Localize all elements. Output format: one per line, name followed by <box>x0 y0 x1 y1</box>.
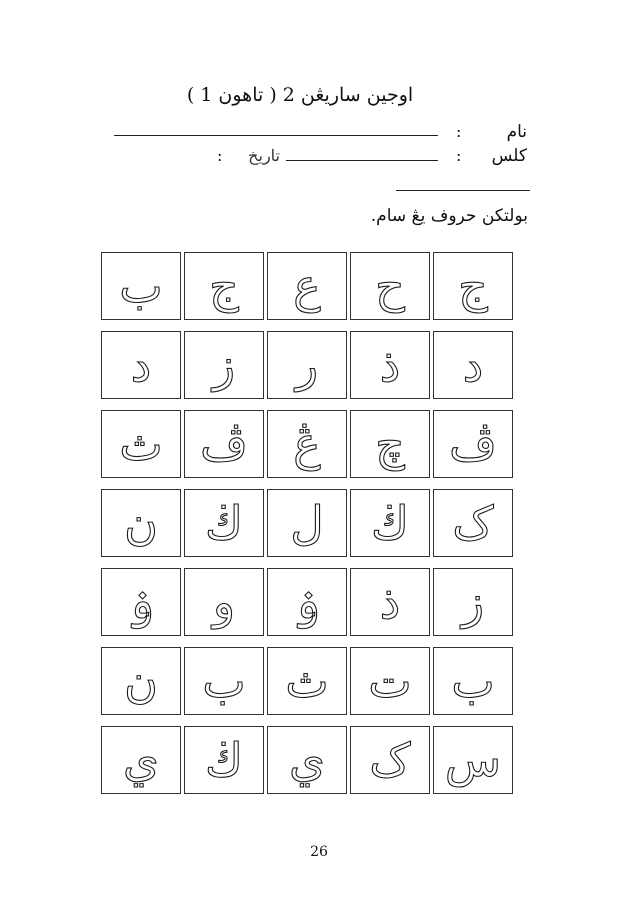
letter-cell[interactable] <box>350 568 430 636</box>
letter-cell[interactable] <box>267 726 347 794</box>
letter-cell[interactable] <box>101 568 181 636</box>
letter-cell[interactable] <box>433 331 513 399</box>
outlined-letter: ح <box>375 259 405 313</box>
letter-cell[interactable] <box>184 331 264 399</box>
outlined-letter: ڬ <box>205 733 243 787</box>
letter-cell[interactable] <box>433 568 513 636</box>
letter-grid <box>101 252 513 794</box>
date-colon: : <box>217 146 223 165</box>
outlined-letter: ذ <box>379 575 401 629</box>
name-label: نام <box>506 122 527 142</box>
outlined-letter: ر <box>295 338 319 392</box>
letter-cell[interactable] <box>101 489 181 557</box>
letter-cell[interactable] <box>350 647 430 715</box>
letter-cell[interactable] <box>184 647 264 715</box>
outlined-letter: د <box>462 338 484 392</box>
letter-cell[interactable] <box>350 410 430 478</box>
letter-cell[interactable] <box>433 410 513 478</box>
letter-cell[interactable] <box>267 647 347 715</box>
letter-cell[interactable] <box>433 252 513 320</box>
page-number: 26 <box>310 844 328 860</box>
letter-cell[interactable] <box>101 331 181 399</box>
instruction-text: بولتكن حروف يڠ سام. <box>370 206 528 226</box>
outlined-letter: ڬ <box>371 496 409 550</box>
outlined-letter: ن <box>124 496 158 550</box>
letter-cell[interactable] <box>433 647 513 715</box>
letter-cell[interactable] <box>267 252 347 320</box>
letter-cell[interactable] <box>184 489 264 557</box>
class-colon: : <box>456 146 462 165</box>
letter-cell[interactable] <box>267 568 347 636</box>
outlined-letter: ي <box>289 733 326 787</box>
outlined-letter: ۏ <box>293 575 321 629</box>
outlined-letter: د <box>130 338 152 392</box>
outlined-letter: ڤ <box>449 417 497 471</box>
outlined-letter: ل <box>290 496 324 550</box>
outlined-letter: ع <box>293 259 321 313</box>
outlined-letter: و <box>212 575 236 629</box>
outlined-letter: س <box>444 733 502 787</box>
letter-cell[interactable] <box>267 331 347 399</box>
outlined-letter: ک <box>452 496 494 550</box>
letter-cell[interactable] <box>267 410 347 478</box>
letter-cell[interactable] <box>433 489 513 557</box>
date-label: تاريخ <box>248 146 280 165</box>
letter-cell[interactable] <box>101 726 181 794</box>
letter-cell[interactable] <box>184 726 264 794</box>
letter-cell[interactable] <box>350 489 430 557</box>
outlined-letter: ڤ <box>200 417 248 471</box>
letter-cell[interactable] <box>433 726 513 794</box>
letter-cell[interactable] <box>184 252 264 320</box>
outlined-letter: ج <box>209 259 239 313</box>
letter-cell[interactable] <box>101 410 181 478</box>
outlined-letter: ث <box>285 654 329 708</box>
outlined-letter: ن <box>124 654 158 708</box>
outlined-letter: ک <box>369 733 411 787</box>
outlined-letter: ذ <box>379 338 401 392</box>
letter-cell[interactable] <box>350 726 430 794</box>
letter-cell[interactable] <box>101 647 181 715</box>
outlined-letter: ي <box>123 733 160 787</box>
outlined-letter: چ <box>375 417 405 471</box>
outlined-letter: ڬ <box>205 496 243 550</box>
date-line[interactable] <box>396 190 530 191</box>
name-colon: : <box>456 122 462 141</box>
letter-cell[interactable] <box>101 252 181 320</box>
outlined-letter: ب <box>119 259 163 313</box>
letter-cell[interactable] <box>350 331 430 399</box>
class-label: كلس <box>491 146 527 166</box>
outlined-letter: ز <box>212 338 236 392</box>
letter-cell[interactable] <box>184 410 264 478</box>
worksheet-title: اوجين ساريڠن 2 ( تاهون 1 ) <box>186 84 414 106</box>
outlined-letter: ۏ <box>127 575 155 629</box>
outlined-letter: ج <box>458 259 488 313</box>
letter-cell[interactable] <box>267 489 347 557</box>
outlined-letter: ب <box>451 654 495 708</box>
outlined-letter: ث <box>119 417 163 471</box>
class-line[interactable] <box>286 160 438 161</box>
name-line[interactable] <box>114 135 438 136</box>
outlined-letter: ب <box>202 654 246 708</box>
outlined-letter: ت <box>368 654 412 708</box>
outlined-letter: ز <box>461 575 485 629</box>
outlined-letter: ڠ <box>293 417 321 471</box>
letter-cell[interactable] <box>184 568 264 636</box>
letter-cell[interactable] <box>350 252 430 320</box>
